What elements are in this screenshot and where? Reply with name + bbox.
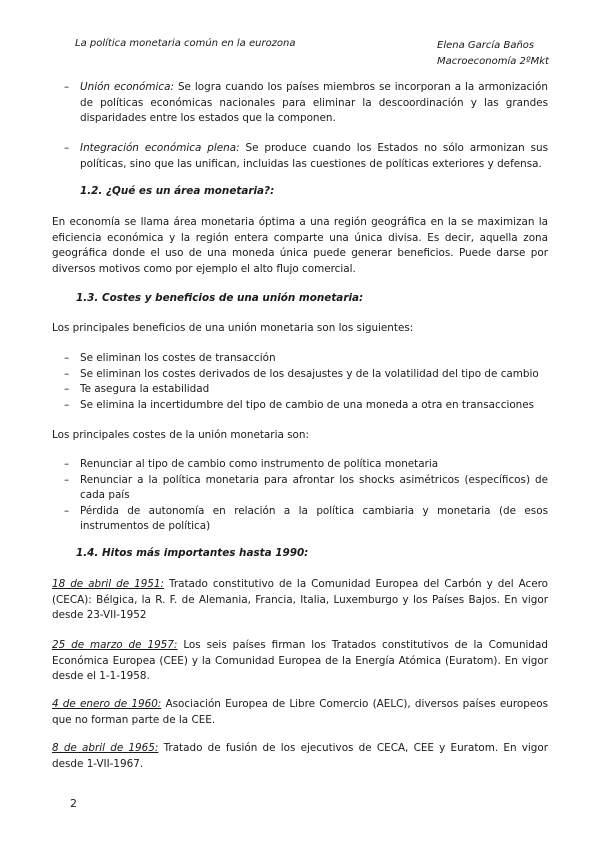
list-item: – Te asegura la estabilidad — [80, 382, 548, 398]
list-item: – Se elimina la incertidumbre del tipo de cambio de una moneda a otra en transacciones — [80, 398, 548, 414]
page-number: 2 — [70, 797, 77, 810]
costs-list — [64, 457, 548, 535]
bullet-term: Unión económica: — [80, 81, 174, 93]
section-heading: 1.2. ¿Qué es un área monetaria?: — [80, 185, 275, 197]
milestone-text: Tratado constitutivo de la Comunidad Europea del Carbón y del Acero (CECA): Bélgica, la R. F. de Alemania, Francia, Italia, Luxemburgo y los Países Bajos. En vigor desde 23-VII-1952 — [52, 578, 548, 622]
header-author-block — [437, 38, 549, 70]
milestone — [52, 741, 548, 772]
bullet-term: Integración económica plena: — [80, 142, 240, 154]
benefits-intro: Los principales beneficios de una unión monetaria son los siguientes: — [52, 322, 414, 334]
dash-marker: – — [64, 473, 70, 486]
milestone-date: 18 de abril de 1951: — [52, 578, 165, 590]
milestone — [52, 697, 548, 728]
dash-marker: – — [64, 352, 70, 364]
milestone-text: Tratado de fusión de los ejecutivos de CECA, CEE y Euratom. En vigor desde 1-VII-1967. — [52, 742, 548, 770]
list-item: – Renunciar al tipo de cambio como instrumento de política monetaria — [80, 457, 548, 473]
costs-intro: Los principales costes de la unión monetaria son: — [52, 429, 309, 441]
milestone — [52, 638, 548, 685]
header-course: Macroeconomía 2ºMkt — [437, 56, 549, 67]
section-paragraph: En economía se llama área monetaria óptima a una región geográfica en la se maximizan la eficiencia económica y la región entera comparte una única divisa. Es decir, aquella zona geográfica donde el uso de una moneda única puede generar beneficios. Puede darse por diversos motivos como por ejemplo el alto flujo comercial. — [52, 216, 548, 275]
dash-marker: – — [64, 142, 70, 154]
milestone-date: 25 de marzo de 1957: — [52, 639, 178, 651]
list-item: – Se eliminan los costes de transacción — [80, 351, 548, 367]
header-author: Elena García Baños — [437, 40, 535, 51]
benefits-list — [64, 351, 548, 413]
dash-marker: – — [64, 383, 70, 396]
dash-marker: – — [64, 458, 70, 470]
dash-marker: – — [64, 398, 70, 411]
section-heading: 1.4. Hitos más importantes hasta 1990: — [76, 547, 309, 559]
milestone — [52, 577, 548, 624]
dash-marker: – — [64, 504, 70, 517]
list-item: – Se eliminan los costes derivados de los desajustes y de la volatilidad del tipo de cambio — [80, 367, 548, 383]
bullet-text: Se produce cuando los Estados no sólo armonizan sus políticas, sino que las unifican, incluidas las cuestiones de políticas exteriores y defensa. — [80, 142, 548, 170]
milestone-date: 4 de enero de 1960: — [52, 698, 162, 710]
list-item: – Pérdida de autonomía en relación a la política cambiaria y monetaria (de esos instrumentos de política) — [64, 504, 548, 533]
milestone-text: Los seis países firman los Tratados constitutivos de la Comunidad Económica Europea (CEE) y la Comunidad Europea de la Energía Atómica (Euratom). En vigor desde el 1-1-1958. — [52, 639, 548, 683]
intro-bullet — [64, 141, 548, 172]
milestone-text: Asociación Europea de Libre Comercio (AELC), diversos países europeos que no forman parte de la CEE. — [52, 698, 548, 726]
list-item: – Renunciar a la política monetaria para afrontar los shocks asimétricos (específicos) de cada país — [64, 473, 548, 502]
header-title: La política monetaria común en la eurozona — [75, 38, 296, 49]
dash-marker: – — [64, 367, 70, 380]
dash-marker: – — [64, 81, 70, 93]
bullet-text: Se logra cuando los países miembros se incorporan a la armonización de políticas económicas nacionales para eliminar la descoordinación y las grandes disparidades entre los estados que la componen. — [80, 81, 548, 125]
milestone-date: 8 de abril de 1965: — [52, 742, 159, 754]
intro-bullet — [64, 80, 548, 127]
section-heading: 1.3. Costes y beneficios de una unión monetaria: — [76, 292, 364, 304]
